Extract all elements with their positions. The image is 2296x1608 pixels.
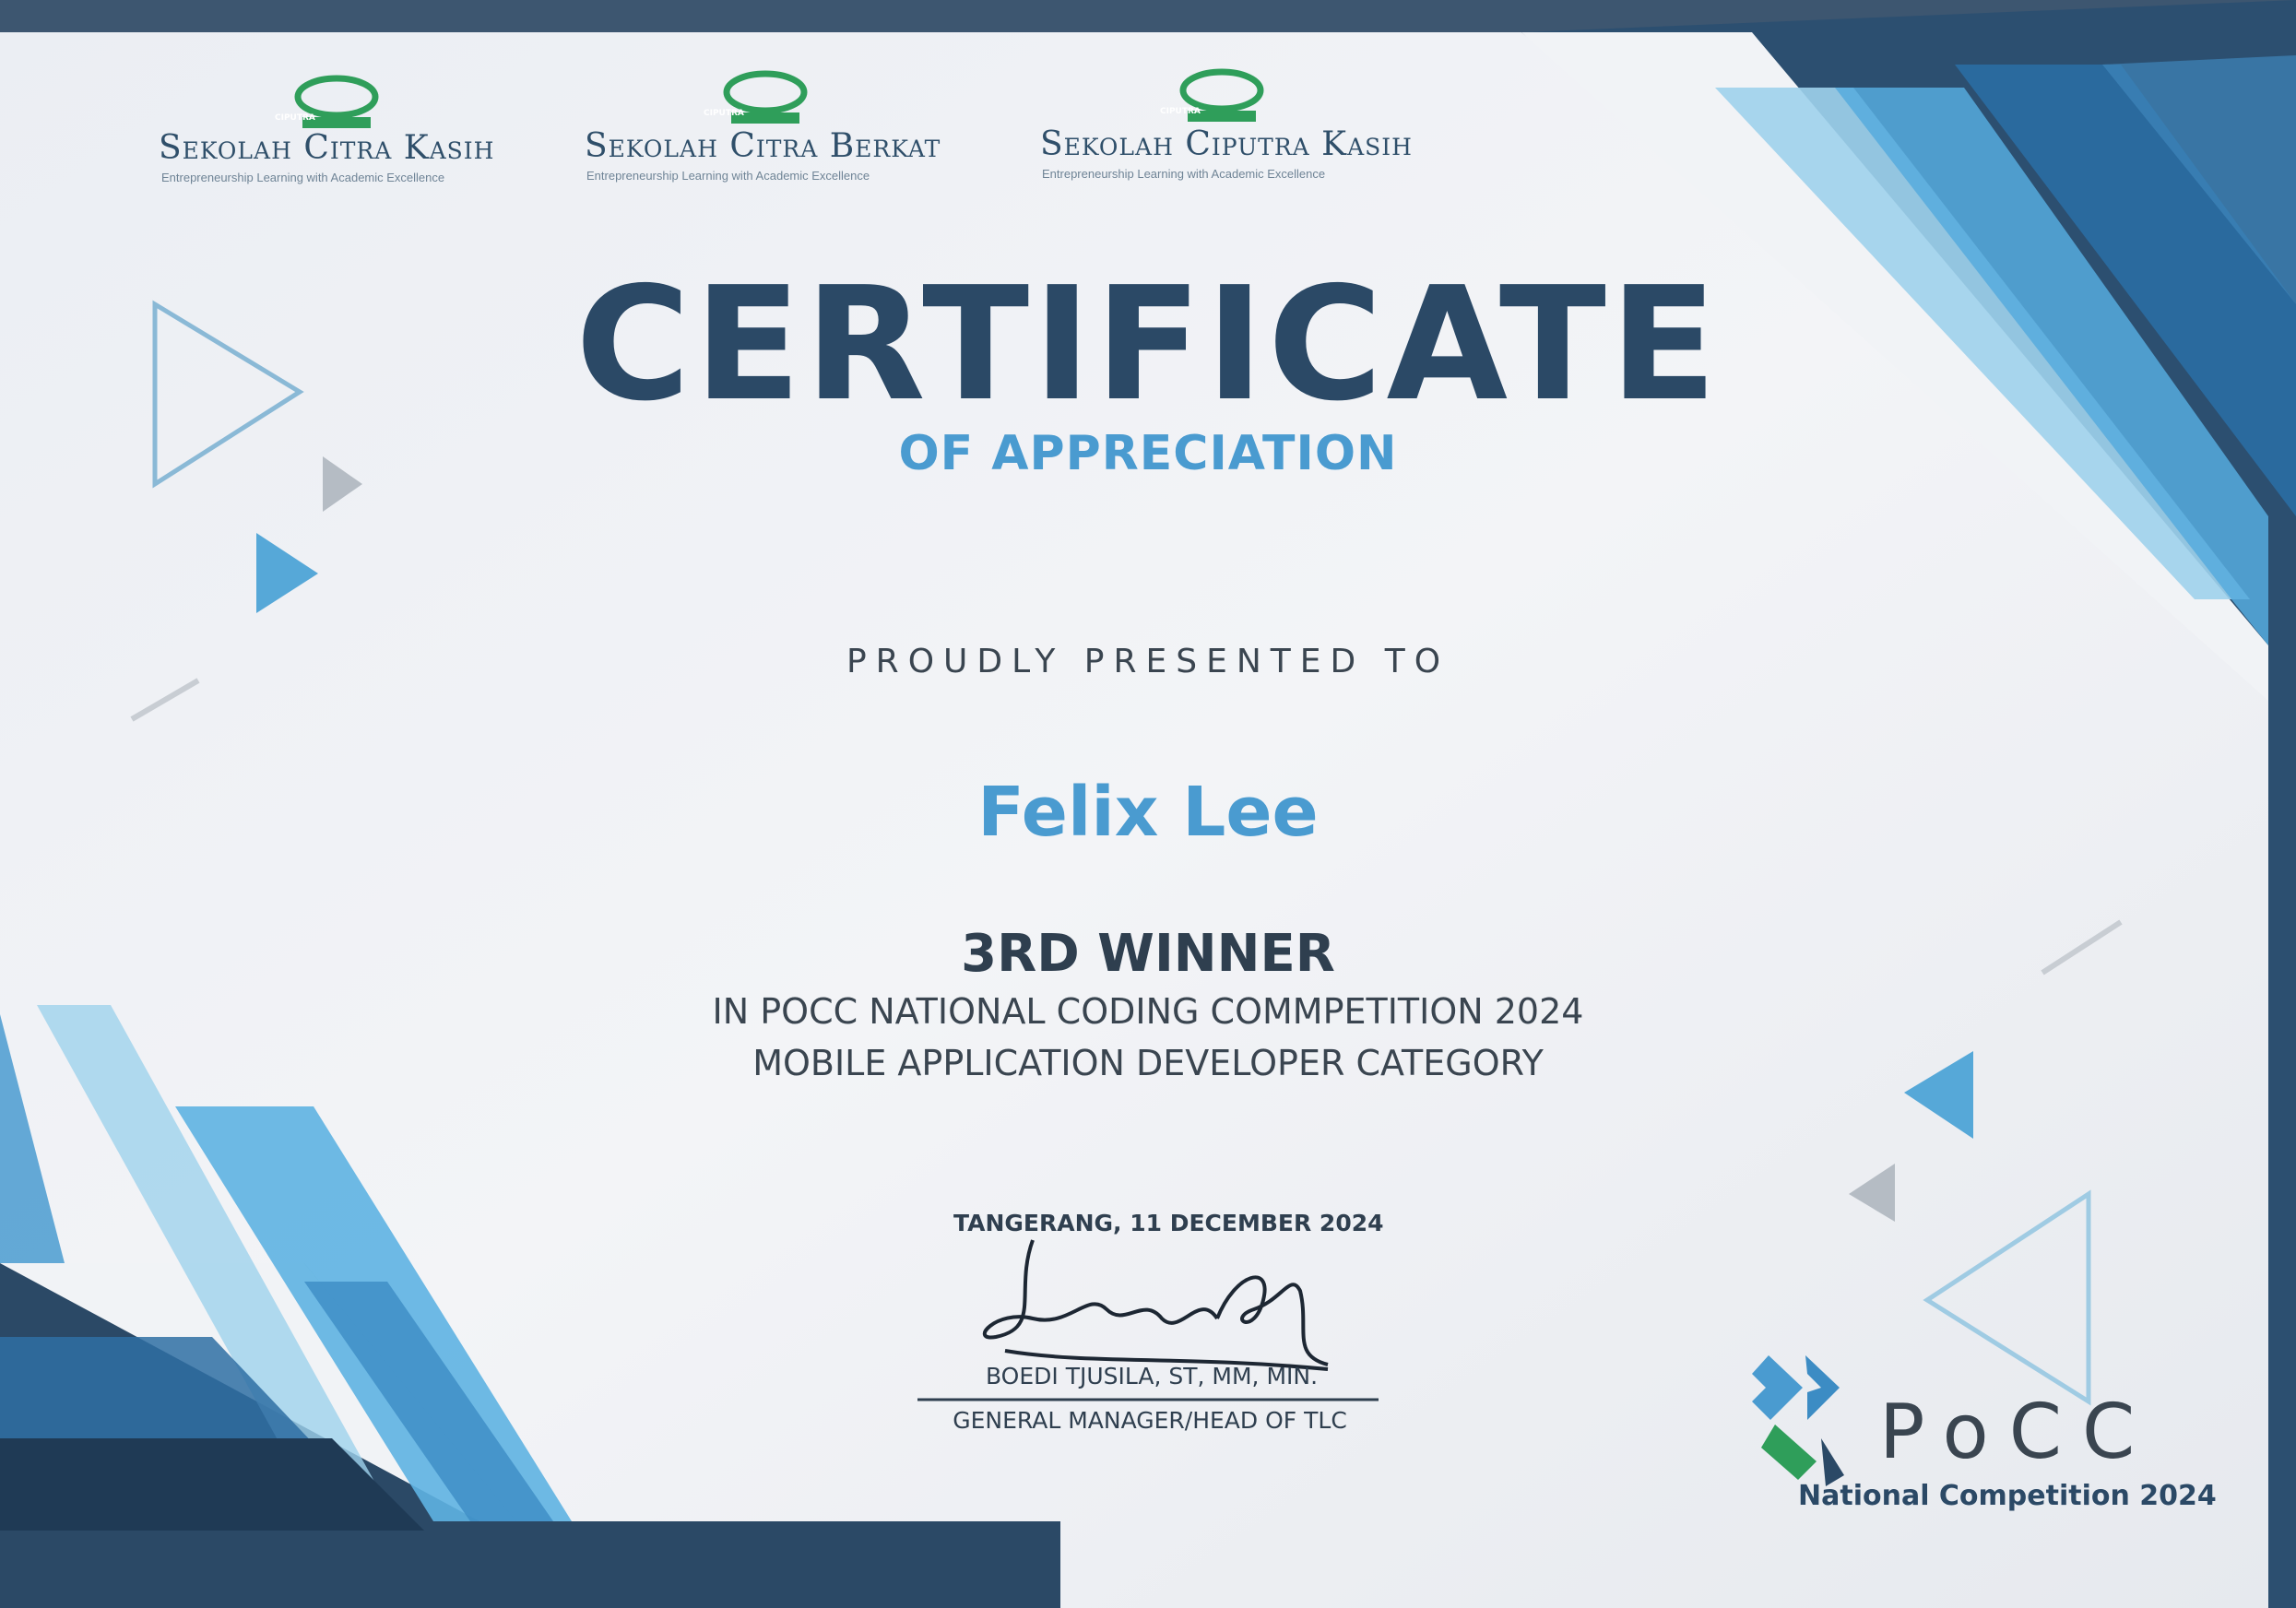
logo-badge-3: CIPUTRA — [1160, 107, 1201, 116]
certificate-title: CERTIFICATE — [575, 254, 1721, 436]
logo-badge-2: CIPUTRA — [704, 109, 744, 118]
logo-name-citra-berkat: Sekolah Citra Berkat — [585, 127, 941, 165]
certificate-subtitle: OF APPRECIATION — [898, 426, 1398, 481]
award-rank: 3RD WINNER — [961, 924, 1335, 984]
logo-badge-1: CIPUTRA — [275, 113, 315, 123]
logo-name-citra-kasih: Sekolah Citra Kasih — [159, 129, 495, 167]
logo-name-ciputra-kasih: Sekolah Ciputra Kasih — [1040, 125, 1413, 163]
pocc-logo-word: PoCC — [1879, 1389, 2156, 1476]
logo-tagline-ciputra-kasih: Entrepreneurship Learning with Academic Excellence — [1042, 167, 1326, 181]
logo-tagline-citra-kasih: Entrepreneurship Learning with Academic Excellence — [161, 171, 445, 184]
recipient-name: Felix Lee — [977, 773, 1319, 852]
signer-name: BOEDI TJUSILA, ST, MM, MIN. — [985, 1363, 1319, 1389]
pocc-logo-subtitle: National Competition 2024 — [1798, 1480, 2217, 1512]
presented-to-label: PROUDLY PRESENTED TO — [846, 643, 1450, 680]
signer-role: GENERAL MANAGER/HEAD OF TLC — [953, 1407, 1347, 1434]
award-category: MOBILE APPLICATION DEVELOPER CATEGORY — [752, 1043, 1544, 1083]
logo-tagline-citra-berkat: Entrepreneurship Learning with Academic Excellence — [586, 169, 870, 183]
award-competition: IN POCC NATIONAL CODING COMMPETITION 2024 — [712, 991, 1584, 1032]
place-and-date: TANGERANG, 11 DECEMBER 2024 — [953, 1210, 1384, 1236]
